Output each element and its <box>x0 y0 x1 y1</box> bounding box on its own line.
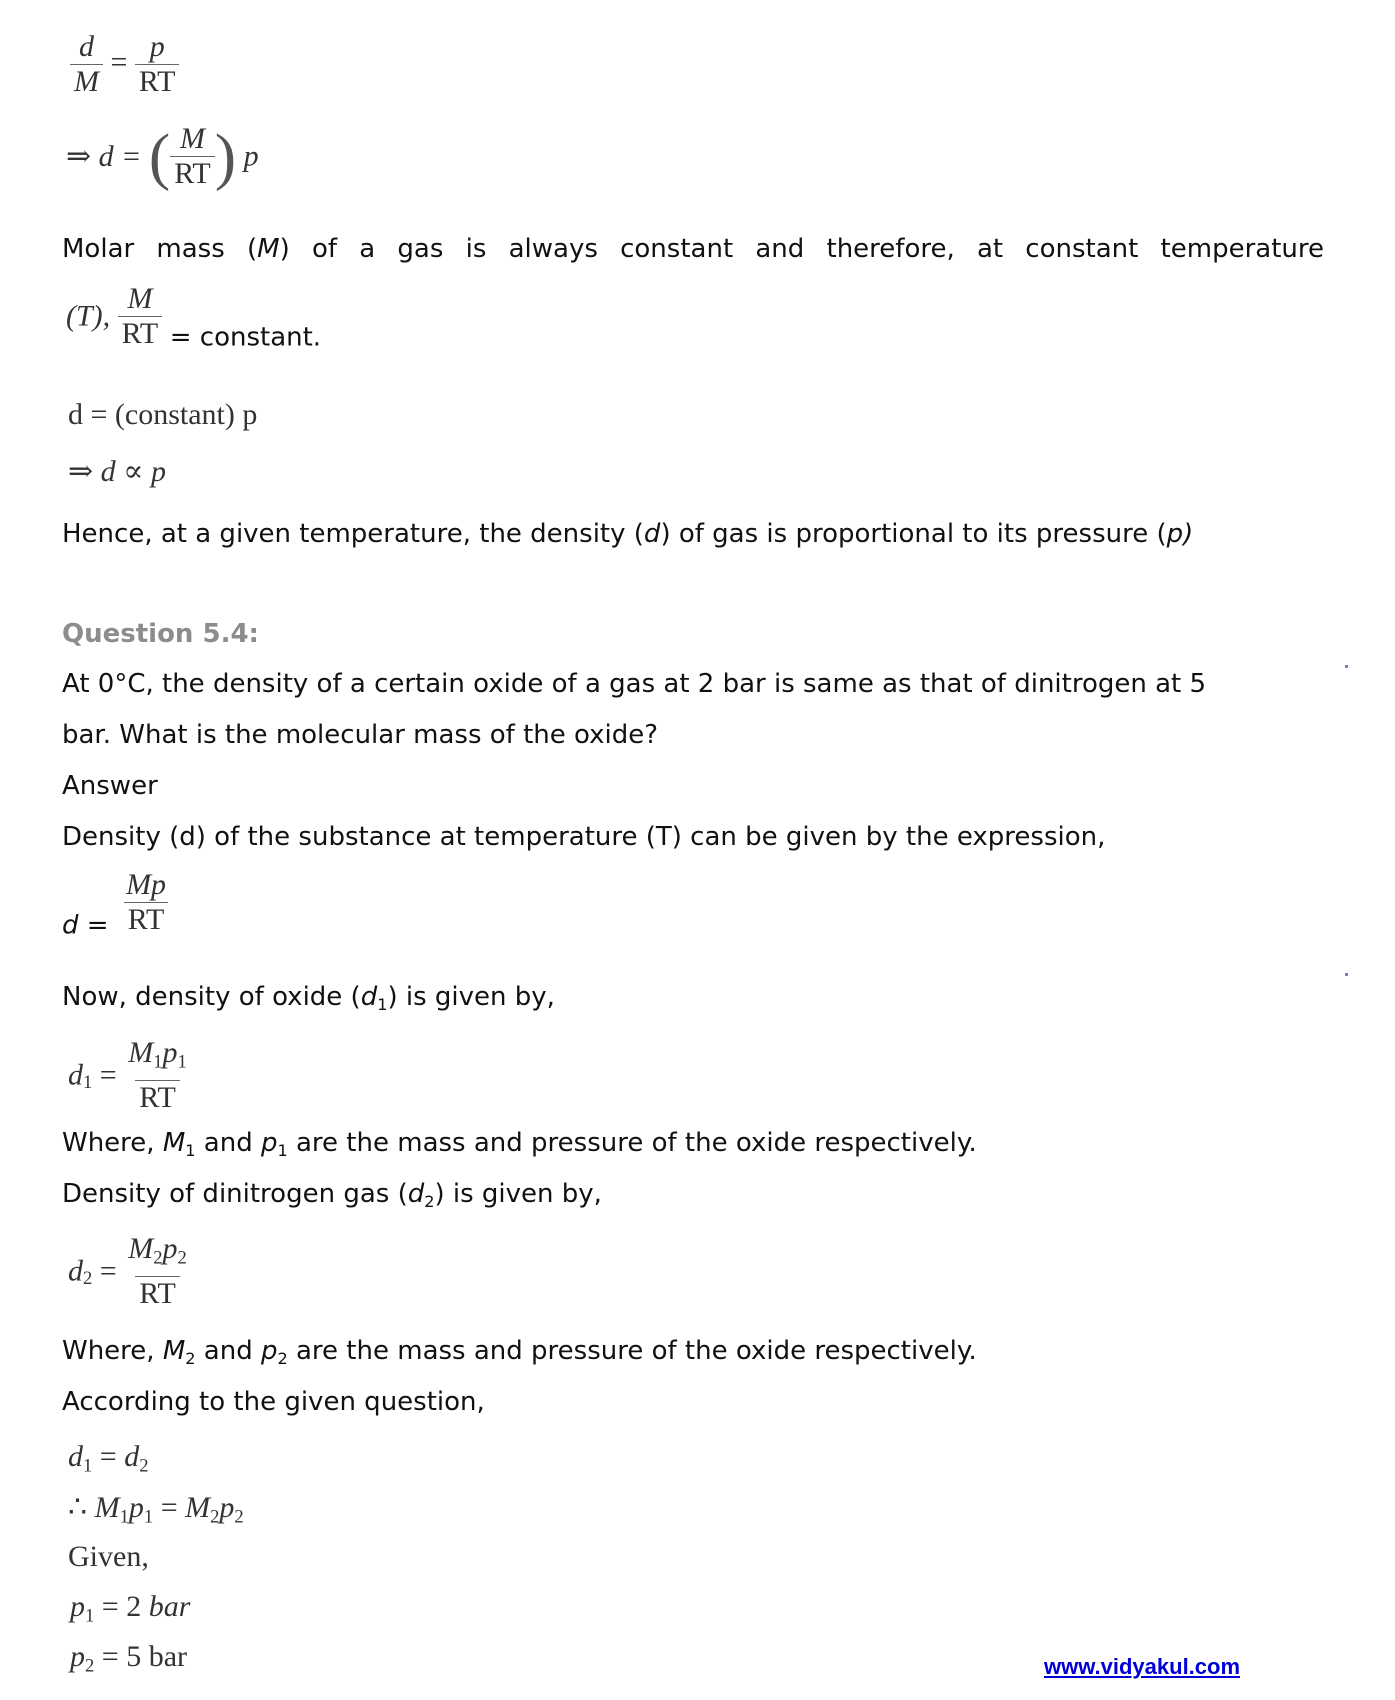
question-title: Question 5.4: <box>62 619 259 649</box>
fraction-p-over-RT <box>135 30 180 99</box>
density-intro: Density (d) of the substance at temperature (T) can be given by the expression, <box>62 822 1106 852</box>
question-line-2: bar. What is the molecular mass of the oxide? <box>62 720 659 750</box>
text: Density of dinitrogen gas ( <box>62 1179 408 1209</box>
dinitrogen-intro <box>62 1178 602 1218</box>
therefore-symbol: ∴ <box>68 1491 95 1524</box>
denominator: RT <box>170 156 215 191</box>
equation-p2 <box>70 1640 187 1678</box>
var-M: M <box>162 1128 186 1158</box>
var-p: p <box>260 1336 278 1366</box>
M-var: M <box>128 1036 154 1069</box>
numerator <box>124 1036 191 1080</box>
text: Now, density of oxide ( <box>62 982 361 1012</box>
where-oxide <box>62 1127 977 1167</box>
p-var: p <box>219 1491 235 1524</box>
subscript: 1 <box>119 1506 129 1528</box>
numerator: d <box>79 30 94 63</box>
subscript: 2 <box>153 1247 163 1269</box>
d-equals: d = <box>62 910 109 941</box>
text: ) is given by, <box>387 982 555 1012</box>
denominator: RT <box>135 64 180 99</box>
subscript: 2 <box>234 1506 244 1528</box>
subscript: 1 <box>377 994 388 1014</box>
subscript: 2 <box>83 1267 93 1289</box>
equals-constant: = constant. <box>169 322 322 353</box>
text: ) is given by, <box>434 1179 602 1209</box>
right-paren: ) <box>214 120 237 192</box>
denominator: M <box>70 64 103 99</box>
where-dinitrogen <box>62 1335 977 1375</box>
text: Where, <box>62 1336 163 1366</box>
subscript: 1 <box>153 1051 163 1073</box>
answer-label: Answer <box>62 771 158 801</box>
var-d: d <box>407 1179 425 1209</box>
equation-text: ⇒ d ∝ p <box>68 455 166 488</box>
var-M: M <box>162 1336 186 1366</box>
paragraph-conclusion <box>62 518 1193 550</box>
equation-d-proportional-p <box>68 454 166 489</box>
fraction-M2p2-over-RT <box>124 1232 191 1311</box>
M-var: M <box>185 1491 211 1524</box>
text: and <box>195 1336 261 1366</box>
var-p: p) <box>1166 519 1194 549</box>
M-var: M <box>94 1491 120 1524</box>
equals-sign: = <box>99 1254 117 1288</box>
fraction-M1p1-over-RT <box>124 1036 191 1115</box>
fraction-M-over-RT <box>170 122 215 191</box>
denominator: RT <box>135 1080 180 1115</box>
equation-d2 <box>68 1232 191 1311</box>
p-var: p <box>162 1232 178 1265</box>
text: are the mass and pressure of the oxide respectively. <box>287 1128 977 1158</box>
subscript: 1 <box>83 1455 93 1477</box>
subscript: 2 <box>85 1655 95 1677</box>
subscript: 1 <box>143 1506 154 1528</box>
value: = 2 <box>94 1590 149 1623</box>
decoration-dot <box>1345 973 1348 976</box>
subscript: 2 <box>185 1348 196 1368</box>
var-M: M <box>257 234 280 264</box>
subscript: 1 <box>185 1140 196 1160</box>
equals-sign: = <box>92 1440 125 1473</box>
footer-website-link[interactable]: www.vidyakul.com <box>1044 1654 1241 1679</box>
decoration-dot <box>1345 665 1348 668</box>
p-var: p <box>128 1491 144 1524</box>
equation-p1 <box>70 1590 190 1628</box>
var-d: d <box>643 519 661 549</box>
numerator: M <box>179 122 205 155</box>
equation-density-ratio <box>70 30 179 99</box>
fraction-M-over-RT <box>118 282 163 351</box>
text: and <box>195 1128 261 1158</box>
equation-constant-ratio <box>66 282 321 352</box>
equation-d1 <box>68 1036 191 1115</box>
fraction-d-over-M <box>70 30 103 99</box>
subscript: 2 <box>139 1455 149 1477</box>
subscript: 2 <box>177 1247 187 1269</box>
oxide-intro <box>62 981 555 1021</box>
left-paren: ( <box>148 120 171 192</box>
text: Where, <box>62 1128 163 1158</box>
numerator <box>124 1232 191 1276</box>
var-d: d <box>360 982 378 1012</box>
subscript: 2 <box>277 1348 288 1368</box>
denominator: RT <box>124 902 169 937</box>
equation-d1-equals-d2 <box>68 1440 149 1478</box>
paragraph-molar-mass <box>62 233 1324 265</box>
d-var: d <box>68 1058 83 1092</box>
equals-sign: = <box>99 1058 117 1092</box>
subscript: 1 <box>85 1605 95 1627</box>
according-text: According to the given question, <box>62 1387 485 1417</box>
text: Molar mass ( <box>62 234 258 264</box>
numerator: p <box>149 30 165 63</box>
unit: bar <box>148 1590 191 1623</box>
numerator: M <box>127 282 153 315</box>
equation-density-solved <box>66 122 259 191</box>
equals-sign: = <box>153 1491 186 1524</box>
denominator: RT <box>135 1276 180 1311</box>
text: ) of gas is proportional to its pressure ( <box>660 519 1167 549</box>
text: ) of a gas is always constant and therefore, at constant temperature <box>279 234 1324 264</box>
equals-sign: = <box>110 45 128 79</box>
p-var: p <box>162 1036 178 1069</box>
subscript: 2 <box>424 1191 435 1211</box>
given-label: Given, <box>68 1540 149 1573</box>
equation-d-constant-p <box>68 398 257 432</box>
denominator: RT <box>118 316 163 351</box>
subscript: 1 <box>177 1051 187 1073</box>
equation-M1p1-equals-M2p2 <box>68 1490 244 1529</box>
equation-d-Mp-RT <box>62 868 170 940</box>
text: are the mass and pressure of the oxide respectively. <box>287 1336 977 1366</box>
equation-text: d = (constant) p <box>68 398 258 431</box>
p-var: p <box>70 1590 85 1623</box>
var-p: p <box>260 1128 278 1158</box>
numerator: Mp <box>126 868 167 901</box>
p-var: p <box>70 1640 85 1673</box>
subscript: 1 <box>83 1071 93 1093</box>
subscript: 2 <box>210 1506 220 1528</box>
d-var: d <box>124 1440 140 1473</box>
temperature-var: (T), <box>66 299 111 333</box>
text: Hence, at a given temperature, the density ( <box>62 519 644 549</box>
d-var: d <box>68 1254 83 1288</box>
pressure-var: p <box>243 139 259 173</box>
d-var: d <box>68 1440 83 1473</box>
implies-d-equals: ⇒ d = <box>66 140 142 173</box>
fraction-Mp-over-RT <box>122 868 170 937</box>
value: = 5 bar <box>94 1640 188 1673</box>
subscript: 1 <box>277 1140 288 1160</box>
M-var: M <box>128 1232 154 1265</box>
question-line-1: At 0°C, the density of a certain oxide of a gas at 2 bar is same as that of dinitrogen at 5 <box>62 669 1207 699</box>
